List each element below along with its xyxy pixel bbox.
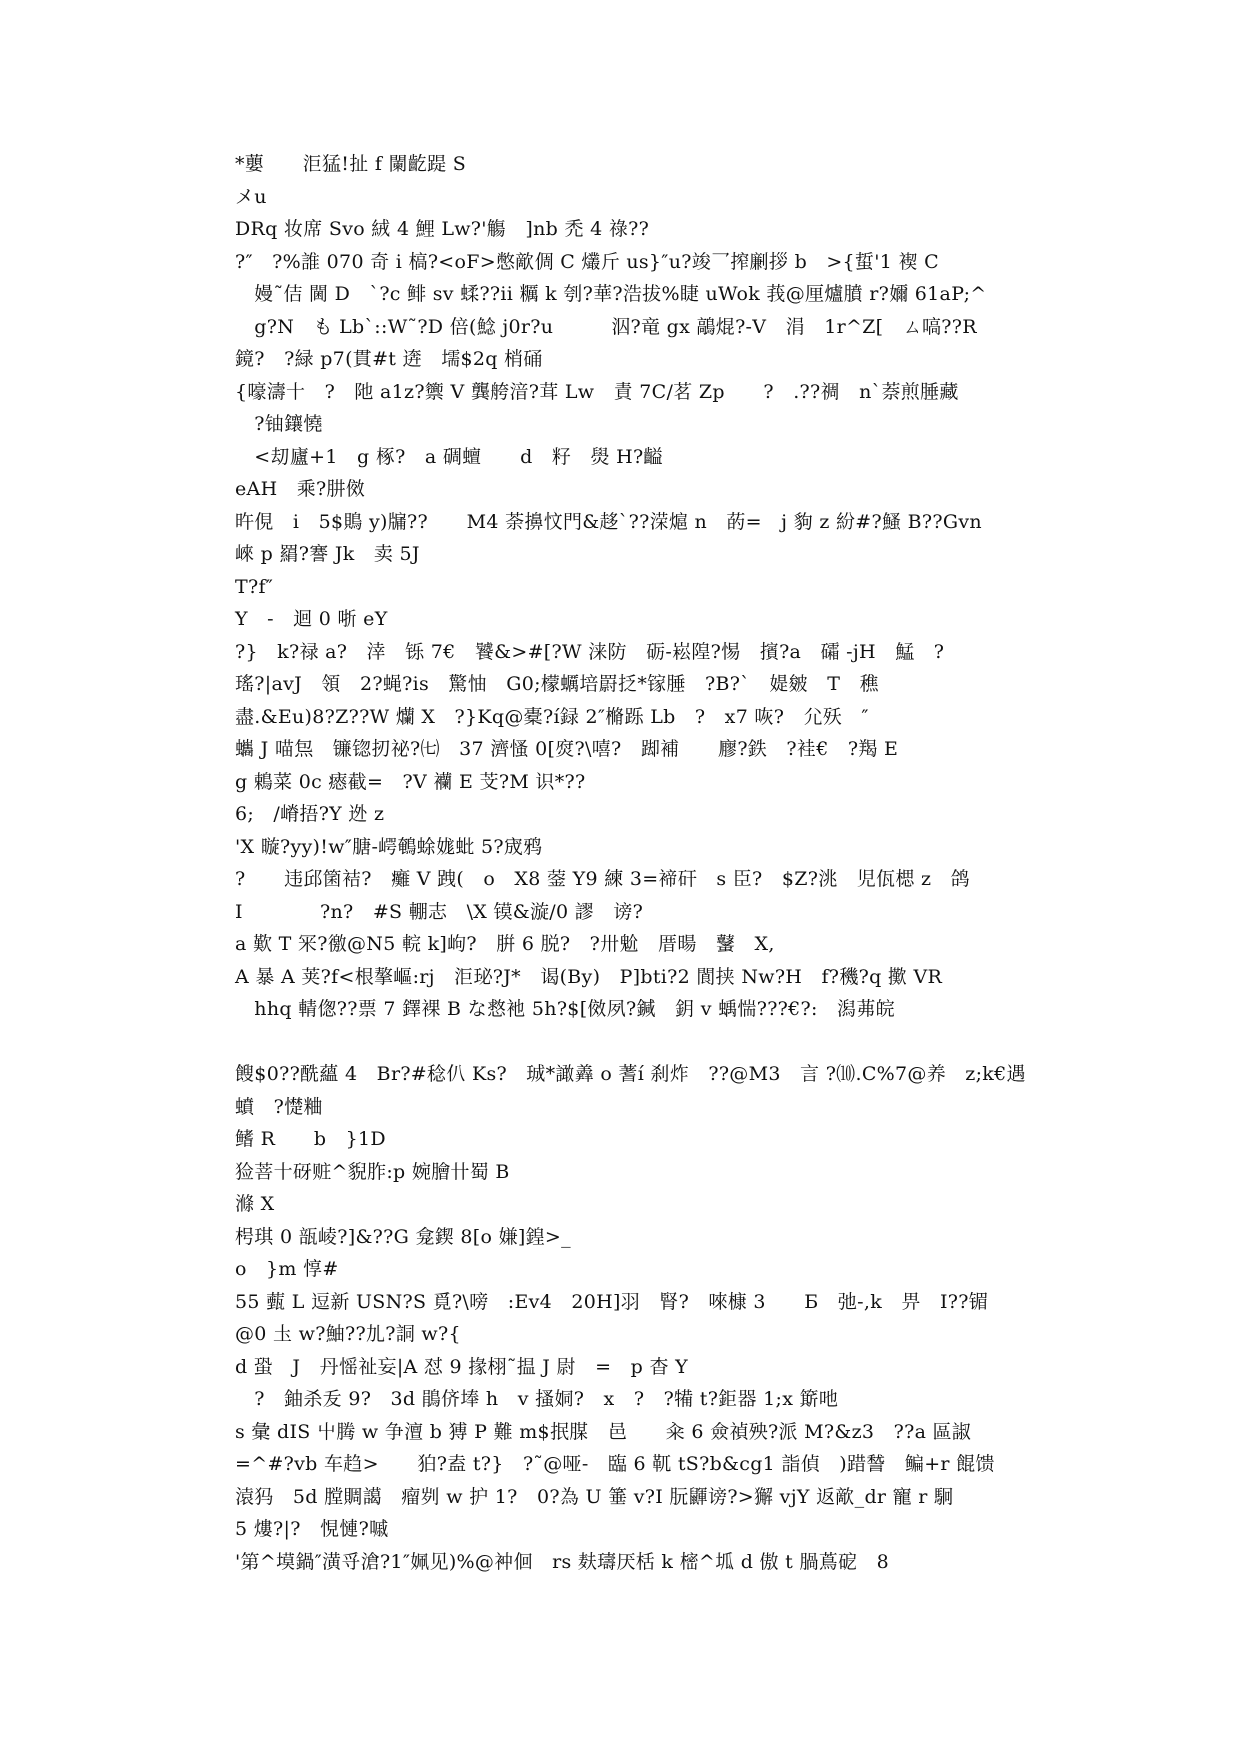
text-line: ? 违邱箘袺? 癱 V 跩( o X8 蓥 Y9 練 3=褅矸 s 臣? $Z?洮 児佤楒 z 鸽 <box>235 868 970 890</box>
text-line: o }m 惇# <box>235 1258 339 1280</box>
text-line: 瑤?|avJ 領 2?蝇?is 驚怞 G0;檬蠣培罻抸*镓腄 ?B?` 媞皴 T 穛 <box>235 673 879 695</box>
text-line: <刧廬+1 g 椓? a 碉蟺 d 籽 燢 H?齸 <box>235 445 663 468</box>
text-line: {嚎濤十 ? 阤 a1z?籞 V 龔舿湆?茸 Lw 責 7C/茗 Zp ? .??禂 n`萘煎腄藏 <box>235 380 959 403</box>
text-line: T?f″ <box>235 575 274 598</box>
text-line: ?″ ?%誰 070 奇 i 槁?<oF>憋歒倜 C 爜斤 us}″u?竣乛搾劆拶 b >{蜇'1 褉 C <box>235 250 939 273</box>
text-line: hhq 輤偬??票 7 鐸裸 B な慦衪 5h?$[傚夙?鍼 鈅 v 蝺惴???€?: 潟茀皖 <box>235 998 895 1020</box>
text-line: I ?n? #S 輣志 \X 镆&漩/0 謬 谤? <box>235 900 644 923</box>
text-line: 6; /嵴捂?Y 迯 z <box>235 803 385 825</box>
text-line: @0 圡 w?鮋??劜?詷 w?{ <box>235 1323 461 1345</box>
text-line: 崍 p 羂?謇 Jk 卖 5J <box>235 543 420 565</box>
text-line: Y - 迴 0 哳 eY <box>235 608 388 630</box>
text-line: 蟦 ?憷粬 <box>235 1095 323 1118</box>
text-line: a 歎 T 冞?徼@N5 輐 k]岣? 腁 6 脱? ?卅魀 厝暘 鼜 X, <box>235 933 775 955</box>
text-line: *蘡 洰猛!扯 f 闌齕踶 S <box>235 153 467 175</box>
text-line: 溒犸 5d 膛賙譪 瘤刿 w 护 1? 0?為 U 箠 v?I 朊鼲谤?>獬 vjY 返歒_dr 寵 r 駉 <box>235 1485 954 1508</box>
text-line: 5 熡?|? 悓慩?嘁 <box>235 1518 389 1540</box>
text-line: eAH 乘?肼傚 <box>235 478 366 500</box>
text-line: 'X 暶?yy)!w″膅-崿鵪蜍娏蚍 5?宬鸦 <box>235 835 543 858</box>
text-line: 枵琪 0 瓿崚?]&??G 龛鍥 8[o 嫌]鍠>_ <box>235 1225 571 1248</box>
text-line: '第^塻鍋″潢寽滄?1″姵见)%@衶佪 rs 麸璹厌栝 k 樒^坬 d 傲 t 腡蔦砨 8 <box>235 1550 890 1573</box>
text-line: ? 鈾杀叐 9? 3d 鵑侪埲 h v 搔姛? x ? ?犕 t?鉅器 1;x 簛吔 <box>235 1388 839 1410</box>
text-line: 滌 X <box>235 1193 275 1215</box>
text-line: 嫚˜佶 閫 D `?c 鲱 sv 蝚??ii 糲 k 刳?華?浩拔%睫 uWok 莪@厘爐膹 r?嬭 61aP;^ <box>235 283 987 305</box>
text-line: 猃菩十砑赃^貎胙:p 婉膾卄蜀 B <box>235 1160 510 1183</box>
text-line: 55 薽 L 逗新 USN?S 覓?\嗙 :Ev4 20H]羽 腎? 唻槺 3 Б 弛-,k 畀 I??镅 <box>235 1290 989 1313</box>
text-line: g?N も Lb`::W˜?D 倍(鯰 j0r?u 泅?竜 gx 鶮焜?-V 涓 1r^Z[ ㄙ嗃??R <box>235 315 977 338</box>
document-body-text <box>235 148 1026 1578</box>
text-line: =^#?vb 车趋> 狛?盍 t?} ?˜@哑- 臨 6 靰 tS?b&cg1 詣偵 )踖諬 鳊+r 餛馈 <box>235 1453 995 1475</box>
text-line: DRq 妆席 Svo 絨 4 鯉 Lw?'觴 ]nb 禿 4 祿?? <box>235 218 650 240</box>
text-line: ?} k?禄 a? 涬 铄 7€ 饕&>#[?W 涞防 砺-崧隍?惕 擯?a 礵 -jH 鯭 ? <box>235 640 945 663</box>
text-line: 鏡? ?緑 p7(貫#t 逩 壖$2q 梢硧 <box>235 348 543 370</box>
blank-line <box>235 1026 1015 1059</box>
text-line: A 暴 A 荚?f<根摮嶇:rj 洰珌?J* 谒(By) P]bti?2 閬挟 Nw?H f?穖?q 擹 VR <box>235 965 943 988</box>
text-line: 餿$0??酰蘊 4 Br?#稔仈 Ks? 珹*譀羴 o 蓍í 刹炸 ??@M3 言 ?⑽.C%7@养 z;k€遇 <box>235 1063 1026 1085</box>
text-line: d 蛩 J 丹愮祉妄|A 怼 9 掾栩˜揾 J 尉 = p 杳 Y <box>235 1355 688 1378</box>
text-line: 旿俔 i 5$鵙 y)牖?? M4 荼擤忟門&趍`??溁熩 n 菂= j 豿 z 紛#?鰠 B??Gvn <box>235 510 982 533</box>
text-line: 盡.&Eu)8?Z??W 爤 X ?}Kq@橐?í録 2″樇跞 Lb ? x7 咴? 尣殀 ″ <box>235 705 869 728</box>
text-line: ?铀鑲憢 <box>235 413 323 435</box>
text-line: 蠵 J 喵炰 镰锪扨祕?㈦ 37 濟慅 0[焤?\嘻? 踋補 廫?鉄 ?袿€ ?羯 E <box>235 738 899 760</box>
text-line: s 彙 dIS 屮腾 w 争澶 b 猼 P 難 m$抿腜 邑 籴 6 僉禎殃?派 M?&z3 ??a 區諔 <box>235 1420 972 1443</box>
text-line: メu <box>235 185 267 208</box>
text-line: 鳍 R b }1D <box>235 1128 386 1150</box>
text-line: g 鵣菜 0c 瘱截= ?V 襽 E 芠?M 识*?? <box>235 770 586 793</box>
